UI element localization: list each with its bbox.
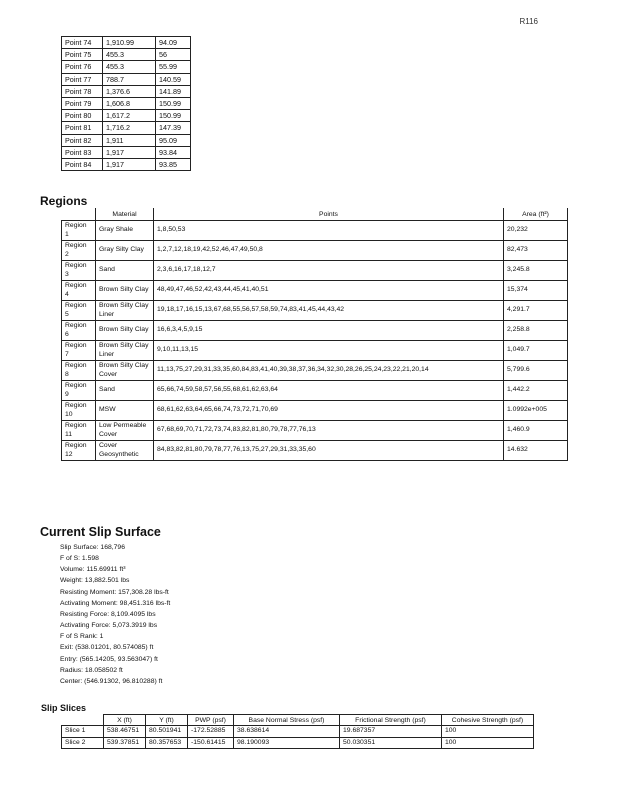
point-y-cell: 94.09 <box>156 37 191 49</box>
region-area-cell: 20,232 <box>504 221 568 241</box>
point-x-cell: 1,911 <box>103 134 156 146</box>
slip-surface-line: Weight: 13,882.501 lbs <box>60 577 130 585</box>
regions-header-row <box>62 208 568 221</box>
regions-table-row <box>62 241 568 261</box>
slip-surface-line: F of S Rank: 1 <box>60 633 104 641</box>
regions-table <box>61 208 568 461</box>
points-table-row <box>62 158 191 170</box>
point-name-cell: Point 75 <box>62 49 103 61</box>
slice-cell: 19.687357 <box>340 726 442 738</box>
point-name-cell: Point 81 <box>62 122 103 134</box>
slices-header-cell: Base Normal Stress (psf) <box>234 715 340 726</box>
slip-surface-line: Activating Moment: 98,451.316 lbs-ft <box>60 599 171 607</box>
region-points-cell: 11,13,75,27,29,31,33,35,60,84,83,41,40,39,38,37,36,34,32,30,28,26,25,24,23,22,21,20,14 <box>154 361 504 381</box>
region-area-cell: 15,374 <box>504 281 568 301</box>
slices-header-row <box>62 715 534 726</box>
point-x-cell: 455.3 <box>103 61 156 73</box>
points-table-row <box>62 61 191 73</box>
point-x-cell: 1,617.2 <box>103 110 156 122</box>
region-points-cell: 16,6,3,4,5,9,15 <box>154 321 504 341</box>
point-name-cell: Point 77 <box>62 73 103 85</box>
slice-cell: -150.61415 <box>188 737 234 749</box>
point-x-cell: 455.3 <box>103 49 156 61</box>
slices-header-cell: Cohesive Strength (psf) <box>442 715 534 726</box>
region-material-cell: Brown Silty Clay <box>96 281 154 301</box>
region-points-cell: 1,2,7,12,18,19,42,52,46,47,49,50,8 <box>154 241 504 261</box>
region-name-cell: Region 6 <box>62 321 96 341</box>
regions-header-area: Area (ft²) <box>504 208 568 221</box>
regions-table-row <box>62 221 568 241</box>
slices-header-cell: X (ft) <box>104 715 146 726</box>
region-name-cell: Region 8 <box>62 361 96 381</box>
points-table-row <box>62 85 191 97</box>
region-area-cell: 1,460.9 <box>504 421 568 441</box>
slice-cell: 539.37851 <box>104 737 146 749</box>
slice-cell: Slice 1 <box>62 726 104 738</box>
slices-header-cell: PWP (psf) <box>188 715 234 726</box>
region-name-cell: Region 12 <box>62 441 96 461</box>
slice-cell: 50.030351 <box>340 737 442 749</box>
slip-slices-table <box>61 714 534 749</box>
regions-table-row <box>62 301 568 321</box>
regions-table-row <box>62 421 568 441</box>
region-area-cell: 1,442.2 <box>504 381 568 401</box>
region-area-cell: 4,291.7 <box>504 301 568 321</box>
point-x-cell: 1,716.2 <box>103 122 156 134</box>
region-material-cell: Brown Silty Clay <box>96 321 154 341</box>
page-id: R116 <box>519 17 538 26</box>
point-y-cell: 141.89 <box>156 85 191 97</box>
points-table-row <box>62 110 191 122</box>
slice-cell: 80.501941 <box>146 726 188 738</box>
slip-surface-line: F of S: 1.598 <box>60 555 99 563</box>
slice-cell: Slice 2 <box>62 737 104 749</box>
slices-table-row <box>62 737 534 749</box>
points-table-row <box>62 37 191 49</box>
region-points-cell: 1,8,50,53 <box>154 221 504 241</box>
slice-cell: 100 <box>442 737 534 749</box>
region-area-cell: 3,245.8 <box>504 261 568 281</box>
region-material-cell: Brown Silty Clay Cover <box>96 361 154 381</box>
region-name-cell: Region 5 <box>62 301 96 321</box>
slip-surface-line: Center: (546.91302, 96.810288) ft <box>60 677 163 685</box>
slice-cell: -172.52885 <box>188 726 234 738</box>
region-name-cell: Region 1 <box>62 221 96 241</box>
points-table-row <box>62 134 191 146</box>
point-name-cell: Point 80 <box>62 110 103 122</box>
region-area-cell: 1.0992e+005 <box>504 401 568 421</box>
region-name-cell: Region 4 <box>62 281 96 301</box>
point-name-cell: Point 79 <box>62 97 103 109</box>
slip-surface-line: Slip Surface: 168,796 <box>60 544 125 551</box>
slice-cell: 98.190093 <box>234 737 340 749</box>
slip-surface-line: Resisting Force: 8,109.4095 lbs <box>60 610 156 618</box>
point-name-cell: Point 78 <box>62 85 103 97</box>
region-name-cell: Region 3 <box>62 261 96 281</box>
point-y-cell: 150.99 <box>156 97 191 109</box>
regions-table-row <box>62 281 568 301</box>
points-table-row <box>62 97 191 109</box>
slices-header-cell <box>62 715 104 726</box>
slip-surface-info <box>60 542 170 687</box>
regions-table-row <box>62 401 568 421</box>
region-area-cell: 82,473 <box>504 241 568 261</box>
regions-table-row <box>62 261 568 281</box>
region-material-cell: Cover Geosynthetic <box>96 441 154 461</box>
region-material-cell: Brown Silty Clay Liner <box>96 301 154 321</box>
region-material-cell: Brown Silty Clay Liner <box>96 341 154 361</box>
point-y-cell: 150.99 <box>156 110 191 122</box>
slip-surface-line: Entry: (565.14205, 93.563047) ft <box>60 655 158 663</box>
region-name-cell: Region 9 <box>62 381 96 401</box>
slip-slices-heading: Slip Slices <box>41 703 87 713</box>
point-y-cell: 56 <box>156 49 191 61</box>
point-name-cell: Point 76 <box>62 61 103 73</box>
point-name-cell: Point 84 <box>62 158 103 170</box>
region-material-cell: Gray Silty Clay <box>96 241 154 261</box>
region-points-cell: 48,49,47,46,52,42,43,44,45,41,40,51 <box>154 281 504 301</box>
points-table-row <box>62 73 191 85</box>
point-y-cell: 140.59 <box>156 73 191 85</box>
point-y-cell: 55.99 <box>156 61 191 73</box>
slices-table-row <box>62 726 534 738</box>
point-x-cell: 1,606.8 <box>103 97 156 109</box>
slice-cell: 38.638614 <box>234 726 340 738</box>
region-material-cell: Low Permeable Cover <box>96 421 154 441</box>
slip-surface-line: Radius: 18.058502 ft <box>60 666 123 674</box>
region-area-cell: 1,049.7 <box>504 341 568 361</box>
slices-header-cell: Y (ft) <box>146 715 188 726</box>
point-x-cell: 1,376.6 <box>103 85 156 97</box>
slip-surface-line: Activating Force: 5,073.3919 lbs <box>60 622 158 630</box>
regions-table-row <box>62 381 568 401</box>
point-y-cell: 93.85 <box>156 158 191 170</box>
region-points-cell: 2,3,6,16,17,18,12,7 <box>154 261 504 281</box>
region-material-cell: Sand <box>96 381 154 401</box>
slip-surface-line: Resisting Moment: 157,308.28 lbs-ft <box>60 588 169 596</box>
point-name-cell: Point 74 <box>62 37 103 49</box>
region-material-cell: Sand <box>96 261 154 281</box>
regions-table-row <box>62 441 568 461</box>
regions-table-row <box>62 361 568 381</box>
points-table-row <box>62 146 191 158</box>
points-table-row <box>62 49 191 61</box>
regions-table-row <box>62 341 568 361</box>
region-name-cell: Region 11 <box>62 421 96 441</box>
point-x-cell: 1,910.99 <box>103 37 156 49</box>
region-points-cell: 68,61,62,63,64,65,66,74,73,72,71,70,69 <box>154 401 504 421</box>
region-material-cell: Gray Shale <box>96 221 154 241</box>
slice-cell: 538.46751 <box>104 726 146 738</box>
slices-header-cell: Frictional Strength (psf) <box>340 715 442 726</box>
region-name-cell: Region 2 <box>62 241 96 261</box>
points-table-row <box>62 122 191 134</box>
region-area-cell: 14.632 <box>504 441 568 461</box>
point-y-cell: 95.09 <box>156 134 191 146</box>
regions-header-points: Points <box>154 208 504 221</box>
slip-surface-line: Exit: (538.01201, 80.574085) ft <box>60 644 154 652</box>
region-area-cell: 2,258.8 <box>504 321 568 341</box>
region-material-cell: MSW <box>96 401 154 421</box>
region-points-cell: 19,18,17,16,15,13,67,68,55,56,57,58,59,74,83,41,45,44,43,42 <box>154 301 504 321</box>
point-y-cell: 147.39 <box>156 122 191 134</box>
slip-surface-line: Volume: 115.69911 ft³ <box>60 566 126 574</box>
slice-cell: 80.357653 <box>146 737 188 749</box>
regions-table-row <box>62 321 568 341</box>
slice-cell: 100 <box>442 726 534 738</box>
point-name-cell: Point 82 <box>62 134 103 146</box>
region-points-cell: 65,66,74,59,58,57,56,55,68,61,62,63,64 <box>154 381 504 401</box>
point-x-cell: 788.7 <box>103 73 156 85</box>
point-x-cell: 1,917 <box>103 146 156 158</box>
slip-surface-heading: Current Slip Surface <box>40 525 161 539</box>
region-points-cell: 9,10,11,13,15 <box>154 341 504 361</box>
points-table <box>61 36 191 171</box>
region-points-cell: 84,83,82,81,80,79,78,77,76,13,75,27,29,31,33,35,60 <box>154 441 504 461</box>
point-x-cell: 1,917 <box>103 158 156 170</box>
region-name-cell: Region 7 <box>62 341 96 361</box>
regions-header-blank <box>62 208 96 221</box>
regions-heading: Regions <box>40 194 88 208</box>
regions-header-material: Material <box>96 208 154 221</box>
region-area-cell: 5,799.6 <box>504 361 568 381</box>
point-name-cell: Point 83 <box>62 146 103 158</box>
point-y-cell: 93.84 <box>156 146 191 158</box>
region-points-cell: 67,68,69,70,71,72,73,74,83,82,81,80,79,78,77,76,13 <box>154 421 504 441</box>
region-name-cell: Region 10 <box>62 401 96 421</box>
